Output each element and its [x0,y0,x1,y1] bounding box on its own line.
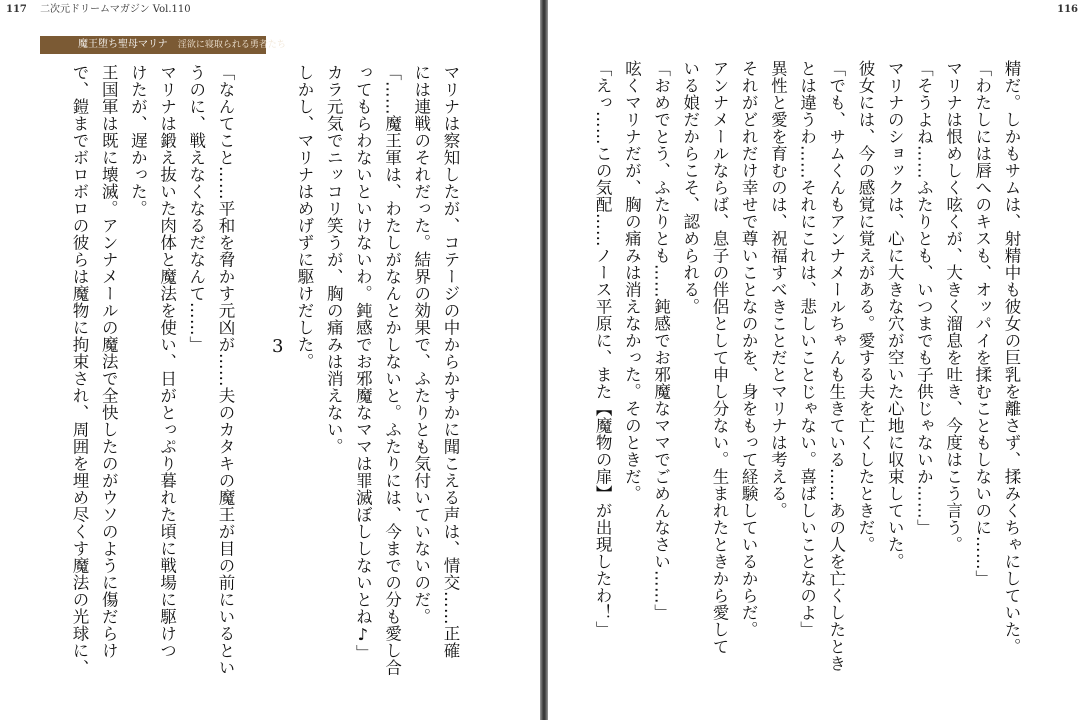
left-header [6,4,191,16]
story-subtitle: 淫欲に寝取られる勇者たち [177,40,286,50]
left-page-number: 117 [6,4,27,15]
running-header: 二次元ドリームマガジン Vol.110 [40,4,191,15]
left-body-text-after-chapter: 「なんてこと……平和を脅かす元凶が……夫のカタキの魔王が目の前にいるとい うのに、戦えなくなるだなんて……」 マリナは鍛え抜いた肉体と魔法を使い、日がとっぷり暮れた頃に戦場に駆けつ けたが、遅かった。 王国軍は既に壊滅。アンナメールの魔法で全快したのがウソのように傷だらけ で、鎧までボロボロの彼らは魔物に拘束され、周囲を埋め尽くす魔法の光球に、 [69,64,235,676]
story-title-banner [40,36,286,54]
left-body-text-before-chapter: マリナは察知したが、コテージの中からかすかに聞こえる声は、情交……正確 には連戦のそれだった。結界の効果で、ふたりとも気付いていないのだ。 「……魔王軍は、わたしがなんとかしないと。ふたりには、今までの分も愛し合 ってもらわないといけないわ。鈍感でお邪魔なママは罪滅ぼししないとね♪」 カラ元気でニッコリ笑うが、胸の痛みは消えない。 しかし、マリナはめげずに駆けだした。 [294,64,460,676]
chapter-number: 3 [272,336,284,357]
right-body-text: 精だ。しかもサムは、射精中も彼女の巨乳を離さず、揉みくちゃにしていた。 「わたしには唇へのキスも、オッパイを揉むこともしないのに……」 マリナは恨めしく呟くが、大きく溜息を吐き、今度はこう言う。 「そうよね……ふたりとも、いつまでも子供じゃないか……」 マリナのショックは、心に大きな穴が空いた心地に収束していた。 彼女には、今の感覚に覚えがある。愛する夫を亡くしたときだ。 「でも、サムくんもアンナメールちゃんも生きている……あの人を亡くしたとき とは違うわ……それにこれは、悲しいことじゃない。喜ばしいことなのよ」 異性と愛を育むのは、祝福すべきことだとマリナは考える。 それがどれだけ幸せで尊いことなのかを、身をもって経験しているからだ。 アンナメールならば、息子の伴侶として申し分ない。生まれたときから愛して いる娘だからこそ、認められる。 「おめでとう、ふたりとも……鈍感でお邪魔なママでごめんなさい……」 呟くマリナだが、胸の痛みは消えなかった。そのときだ。 「えっ……この気配……ノース平原に、また【魔物の扉】が出現したわ！」 [593,60,1021,672]
book-gutter [540,0,548,720]
left-page [0,0,540,720]
right-page [548,0,1088,720]
right-page-number: 116 [1057,4,1078,15]
story-title: 魔王堕ち聖母マリナ [78,39,168,50]
right-header [1057,4,1078,16]
